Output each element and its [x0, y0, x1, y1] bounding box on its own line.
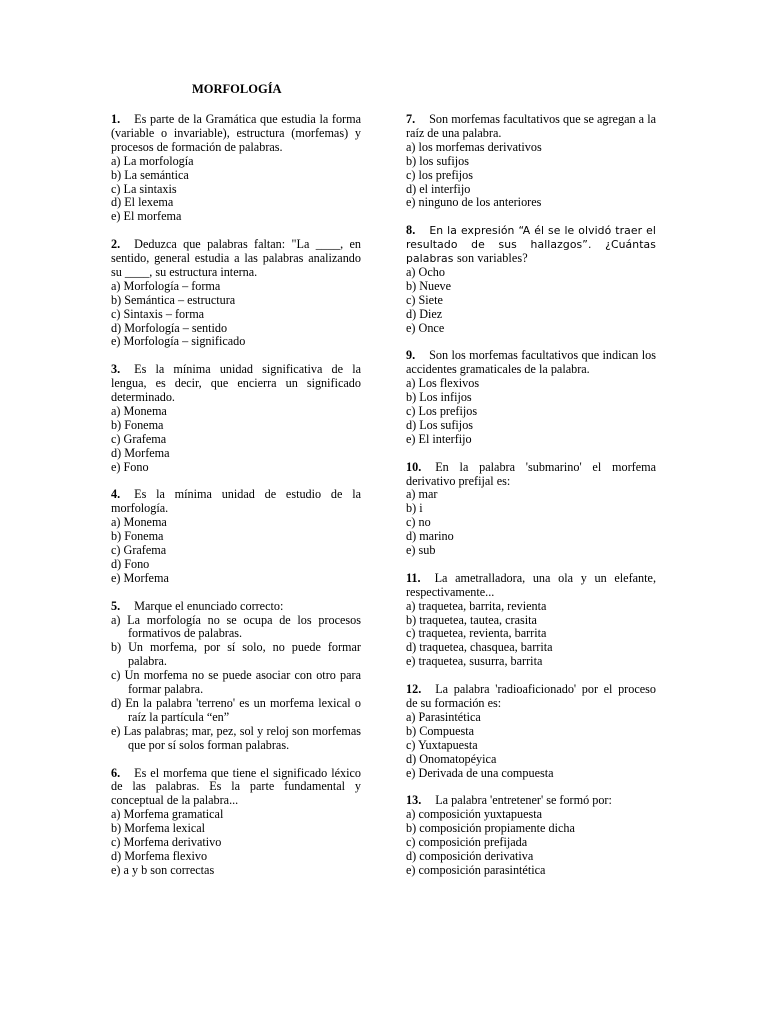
option: b) Morfema lexical — [111, 821, 206, 836]
option: d) Los sufijos — [406, 417, 474, 432]
option: a) composición yuxtapuesta — [406, 807, 543, 822]
question-number: 10. — [406, 459, 422, 474]
option: d) El lexema — [111, 195, 174, 210]
option: b) Fonema — [111, 417, 164, 432]
option: a) La morfología no se ocupa de los procesos formativos de palabras. — [111, 612, 361, 641]
option: c) Grafema — [111, 431, 167, 446]
option: b) composición propiamente dicha — [406, 821, 575, 836]
left-column — [111, 113, 361, 892]
option-list — [406, 808, 656, 878]
question-number: 13. — [406, 793, 422, 808]
option: e) El morfema — [111, 209, 182, 224]
option-list — [406, 711, 656, 781]
option: c) Yuxtapuesta — [406, 737, 478, 752]
question-number: 1. — [111, 112, 121, 126]
option: a) Monema — [111, 404, 167, 418]
option: c) Sintaxis – forma — [111, 306, 205, 321]
question-number: 8. — [406, 223, 416, 238]
option: a) Parasintética — [406, 709, 481, 724]
option: a) Morfología – forma — [111, 278, 221, 293]
question-12 — [406, 683, 656, 780]
option: a) Los flexivos — [406, 376, 480, 391]
option: b) Nueve — [406, 278, 452, 293]
option: a) Morfema gramatical — [111, 807, 224, 822]
option: a) mar — [406, 487, 438, 502]
option: e) a y b son correctas — [111, 862, 215, 877]
question-number: 4. — [111, 487, 121, 502]
option: d) composición derivativa — [406, 848, 534, 863]
option-list — [406, 600, 656, 670]
option: e) Fono — [111, 459, 149, 474]
option-list — [111, 808, 361, 878]
option: a) traquetea, barrita, revienta — [406, 598, 547, 613]
option-list — [111, 516, 361, 586]
option: b) Compuesta — [406, 723, 475, 738]
option: c) Siete — [406, 292, 443, 307]
question-10 — [406, 461, 656, 558]
question-stem — [111, 113, 361, 155]
question-stem — [111, 488, 361, 516]
question-stem — [406, 349, 656, 377]
option: d) traquetea, chasquea, barrita — [406, 640, 553, 655]
question-stem — [111, 767, 361, 809]
option: c) no — [406, 515, 431, 530]
question-number: 2. — [111, 237, 121, 252]
question-8 — [406, 224, 656, 335]
question-text: La ametralladora, una ola y un elefante, respectivamente... — [406, 570, 656, 599]
option: d) Diez — [406, 306, 443, 321]
question-2 — [111, 238, 361, 349]
question-stem — [406, 683, 656, 711]
question-4 — [111, 488, 361, 585]
option: b) Un morfema, por sí solo, no puede formar palabra. — [111, 640, 361, 669]
question-stem — [406, 461, 656, 489]
option-list — [111, 405, 361, 475]
question-13 — [406, 794, 656, 877]
option: d) Morfología – sentido — [111, 320, 228, 335]
question-text: La palabra 'radioaficionado' por el proceso de su formación es: — [406, 682, 656, 710]
option: d) el interfijo — [406, 181, 471, 196]
question-text-tail: son variables? — [456, 251, 528, 266]
option: e) ninguno de los anteriores — [406, 195, 542, 210]
question-text: Son los morfemas facultativos que indican los accidentes gramaticales de la palabra. — [406, 348, 656, 377]
question-5 — [111, 600, 361, 753]
option: b) Los infijos — [406, 390, 472, 405]
option: d) En la palabra 'terreno' es un morfema lexical o raíz la partícula “en” — [111, 696, 361, 724]
option: d) Fono — [111, 556, 150, 571]
option: c) Un morfema no se puede asociar con otro para formar palabra. — [111, 668, 361, 697]
option-list — [406, 266, 656, 336]
option: d) marino — [406, 529, 454, 544]
option: d) Morfema — [111, 445, 170, 460]
question-text: Es parte de la Gramática que estudia la forma (variable o invariable), estructura (morfemas) y procesos de formación de palabras. — [111, 112, 361, 154]
option: e) Morfema — [111, 570, 169, 585]
question-number: 9. — [406, 348, 416, 363]
option: b) traquetea, tautea, crasita — [406, 612, 537, 627]
option: b) Semántica – estructura — [111, 292, 236, 307]
option-list — [111, 155, 361, 225]
question-1 — [111, 113, 361, 224]
question-text: En la expresión “A él se le olvidó traer el resultado de sus hallazgos”. ¿Cuántas palabras — [406, 224, 656, 266]
option: e) Derivada de una compuesta — [406, 765, 554, 780]
option: c) traquetea, revienta, barrita — [406, 626, 547, 641]
option: c) los prefijos — [406, 167, 474, 182]
option: b) i — [406, 501, 423, 516]
question-text: Es el morfema que tiene el significado léxico de las palabras. Es la parte fundamental y conceptual de la palabra... — [111, 765, 361, 808]
question-number: 11. — [406, 570, 421, 585]
question-text: Marque el enunciado correcto: — [134, 598, 284, 613]
option: e) Once — [406, 320, 445, 335]
option: c) Morfema derivativo — [111, 835, 222, 850]
option: a) Ocho — [406, 264, 445, 279]
question-9 — [406, 349, 656, 446]
option: a) Monema — [111, 515, 167, 530]
option: e) Morfología – significado — [111, 334, 246, 349]
question-stem — [406, 572, 656, 600]
option-list — [111, 280, 361, 350]
option: a) los morfemas derivativos — [406, 139, 542, 154]
option: b) los sufijos — [406, 153, 469, 168]
option: e) El interfijo — [406, 431, 472, 446]
option: c) Grafema — [111, 543, 167, 558]
option: b) La semántica — [111, 167, 189, 182]
question-number: 5. — [111, 598, 121, 613]
question-text: Son morfemas facultativos que se agregan a la raíz de una palabra. — [406, 112, 656, 140]
option: e) Las palabras; mar, pez, sol y reloj son morfemas que por sí solos forman palabras. — [111, 723, 361, 752]
question-6 — [111, 767, 361, 878]
option: c) La sintaxis — [111, 181, 177, 196]
right-column — [406, 113, 656, 892]
question-text: Deduzca que palabras faltan: "La ____, en sentido, general estudia a las palabras analizando su ____, su estructura interna. — [111, 237, 361, 279]
option: e) traquetea, susurra, barrita — [406, 654, 543, 669]
option: a) La morfología — [111, 153, 194, 168]
option-list — [406, 377, 656, 447]
question-stem — [111, 600, 361, 614]
question-stem — [406, 794, 656, 808]
option-list — [406, 141, 656, 211]
question-7 — [406, 113, 656, 210]
question-number: 12. — [406, 682, 422, 697]
question-number: 7. — [406, 112, 416, 126]
option: e) composición parasintética — [406, 862, 546, 877]
question-text: Es la mínima unidad de estudio de la morfología. — [111, 487, 361, 516]
document-title: MORFOLOGÍA — [192, 82, 282, 96]
option: c) Los prefijos — [406, 404, 478, 418]
question-number: 6. — [111, 765, 121, 780]
option: b) Fonema — [111, 529, 164, 544]
question-stem — [406, 113, 656, 141]
question-stem — [111, 238, 361, 280]
question-3 — [111, 363, 361, 474]
option-list — [111, 614, 361, 753]
question-11 — [406, 572, 656, 669]
question-text: Es la mínima unidad significativa de la lengua, es decir, que encierra un significado determinado. — [111, 362, 361, 405]
option: e) sub — [406, 543, 436, 558]
option-list — [406, 488, 656, 558]
question-text: En la palabra 'submarino' el morfema derivativo prefijal es: — [406, 459, 656, 488]
option: c) composición prefijada — [406, 835, 528, 850]
question-number: 3. — [111, 362, 121, 377]
question-text: La palabra 'entretener' se formó por: — [435, 793, 612, 808]
question-stem — [111, 363, 361, 405]
option: d) Morfema flexivo — [111, 848, 208, 863]
question-stem — [406, 224, 656, 266]
option: d) Onomatopéyica — [406, 751, 497, 766]
